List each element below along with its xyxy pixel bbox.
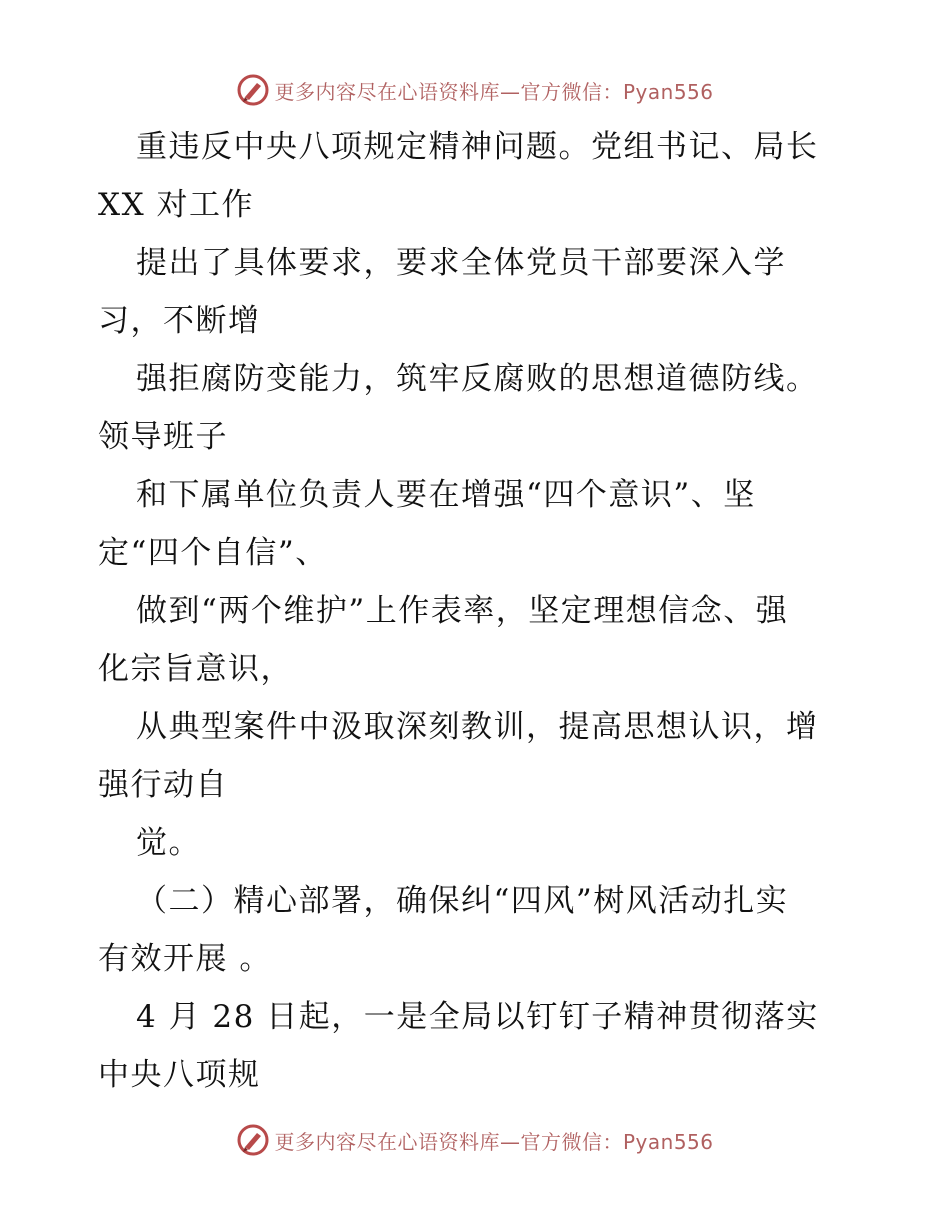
section-heading: （二）精心部署，确保纠“四风”树风活动扎实 (136, 883, 789, 919)
text-line: 中央八项规 (98, 1057, 261, 1093)
text-line: 强行动自 (98, 767, 228, 803)
text-line: 提出了具体要求，要求全体党员干部要深入学 (136, 245, 786, 281)
text-line: 强拒腐防变能力，筑牢反腐败的思想道德防线。 (136, 361, 819, 397)
text-line: 做到“两个维护”上作表率，坚定理想信念、强 (136, 593, 789, 629)
text-line: 领导班子 (98, 419, 228, 455)
watermark-text: 更多内容尽在心语资料库—官方微信： (274, 79, 623, 104)
text-line: 觉。 (136, 825, 201, 861)
text-line: 4 月 28 日起，一是全局以钉钉子精神贯彻落实 (136, 999, 819, 1035)
watermark-header (0, 70, 950, 110)
text-line: 从典型案件中汲取深刻教训，提高思想认识，增 (136, 709, 819, 745)
wechat-id: Pyan556 (622, 79, 714, 104)
text-line: 和下属单位负责人要在增强“四个意识”、坚 (136, 477, 756, 513)
text-line: 化宗旨意识， (98, 651, 293, 687)
watermark-footer (0, 1120, 950, 1160)
pen-logo-icon (236, 1123, 270, 1157)
text-line: 有效开展 。 (98, 941, 272, 977)
document-body (98, 118, 858, 1104)
text-line: 定“四个自信”、 (98, 535, 328, 571)
pen-logo-icon (236, 73, 270, 107)
watermark-text: 更多内容尽在心语资料库—官方微信： (274, 1129, 623, 1154)
text-line: 重违反中央八项规定精神问题。党组书记、局长 (136, 129, 819, 165)
wechat-id: Pyan556 (622, 1129, 714, 1154)
text-line: 习，不断增 (98, 303, 261, 339)
text-line: XX 对工作 (98, 187, 254, 223)
